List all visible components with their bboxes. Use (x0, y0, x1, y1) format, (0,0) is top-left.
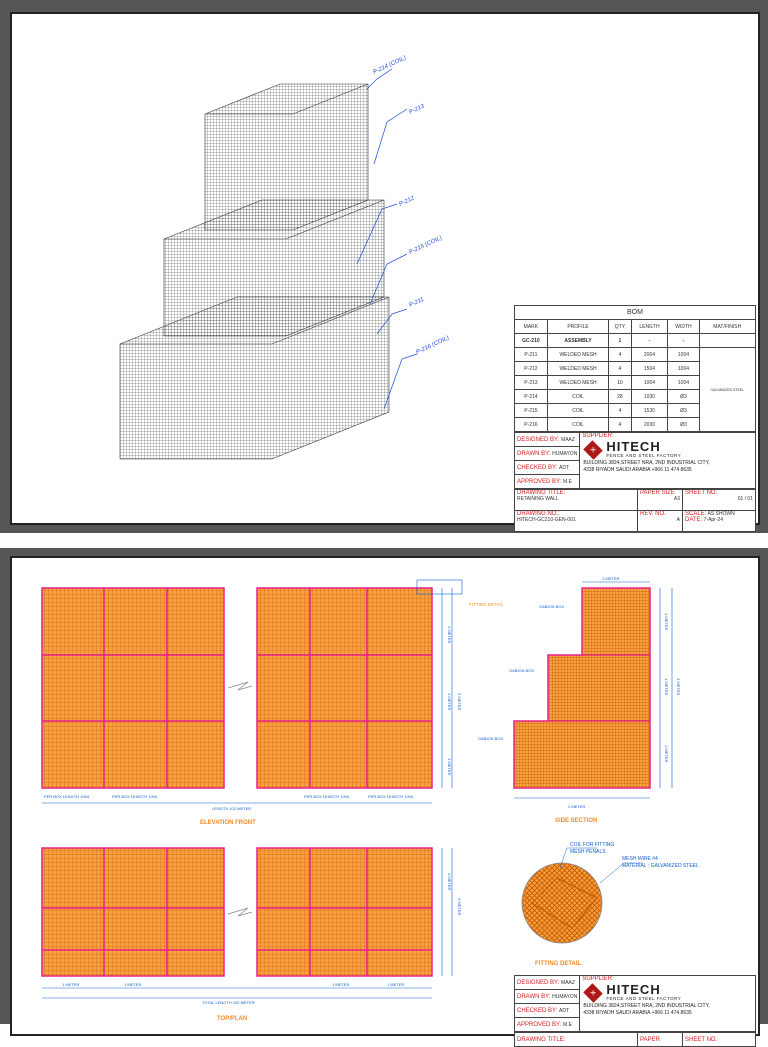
bom-header: WIDTH (668, 320, 699, 334)
bom-table: BOM MARK PROFILE QTY LENGTH WIDTH MAT/FINISH GC-210 ASSEMBLY 1 - - P-211 WELDED MESH 4 2004 1004 GALVANIZED STEEL P-212 WELDED MESH 4 1504 1004 P-213 WELDED MESH 10 1004 1004 P-214 COIL 28 1030 Ø3 P-215 COIL 4 1530 Ø3 P-216 COIL 4 2030 Ø3 DESIGNED BY: MAAZ SUPPLIER: ✕ HITECH FENCE AND STEEL FACTORY BUILDING 3824,STREET NRA, 2ND INDUSTRIAL CITY, 4338 RIYADH SAUDI ARABIA +966 11 474 8635 DRAWN BY: HUMAYON CHECKED BY: ADT APPROVED BY: M.E DRAWING TITLE: RETAINING WALL PAPER SIZE A3 SHEET NO. 01 / 01 DRAWING NO.: HITECH-GC210-GEN-001 REV. NO. A SCALE: AS SHOWN DATE: 7-Apr-24 (514, 305, 756, 532)
fitting-detail-tag: FITTING DETAIL (469, 602, 504, 607)
drawing-sheet-2 (0, 548, 768, 1043)
svg-text:GABION BOX: GABION BOX (539, 604, 565, 609)
svg-text:PER BOX LENGTH 1004: PER BOX LENGTH 1004 (112, 794, 158, 799)
svg-text:TOTAL LENGTH 102 METER: TOTAL LENGTH 102 METER (202, 1000, 255, 1005)
svg-text:GABION BOX: GABION BOX (509, 668, 535, 673)
bom-header: MAT/FINISH (699, 320, 755, 334)
svg-text:3 METER: 3 METER (676, 678, 681, 696)
svg-text:COIL FOR FITTING: COIL FOR FITTING (570, 842, 615, 848)
table-row: P-211 WELDED MESH 4 2004 1004 GALVANIZED STEEL (515, 348, 756, 362)
bom-header: QTY (609, 320, 631, 334)
svg-text:MATERIAL : GALVANIZED STEEL: MATERIAL : GALVANIZED STEEL (622, 863, 699, 869)
top-plan (42, 848, 462, 1022)
bom-title: BOM (515, 306, 756, 320)
hitech-logo-icon: ✕ (584, 440, 603, 459)
callout-p211: P-211 (408, 296, 425, 309)
bom-header: PROFILE (547, 320, 609, 334)
table-row: P-215 COIL 4 1530 Ø3 (515, 404, 756, 418)
svg-text:1 METER: 1 METER (664, 613, 669, 631)
table-row: P-212 WELDED MESH 4 1504 1004 (515, 362, 756, 376)
fitting-detail (522, 842, 699, 967)
gabion-box-top (205, 84, 368, 230)
svg-text:1 METER: 1 METER (447, 626, 452, 644)
sheet-1-frame (10, 12, 760, 525)
svg-text:3 METER: 3 METER (457, 898, 462, 916)
side-section-title: SIDE SECTION (555, 818, 598, 824)
table-row: P-214 COIL 28 1030 Ø3 (515, 390, 756, 404)
company-logo: ✕ HITECH FENCE AND STEEL FACTORY (580, 982, 755, 1003)
svg-text:1 METER: 1 METER (447, 693, 452, 711)
svg-text:2 METER: 2 METER (568, 804, 586, 809)
elevation-front-title: ELEVATION FRONT (200, 820, 256, 826)
svg-text:MESH PENALS: MESH PENALS (570, 849, 606, 855)
svg-text:PER BOX LENGTH 1004: PER BOX LENGTH 1004 (368, 794, 414, 799)
svg-text:GABION BOX: GABION BOX (478, 736, 504, 741)
svg-text:1 METER: 1 METER (447, 873, 452, 891)
title-block-2: DESIGNED BY: MAAZ SUPPLIER: ✕ HITECH FENCE AND STEEL FACTORY BUILDING 3824,STREET NRA, 2ND INDUSTRIAL CITY, 4338 RIYADH SAUDI ARABIA +966 11 474 8635 DRAWN BY: HUMAYON CHECKED BY: ADT APPROVED BY: M.E DRAWING TITLE: PAPER SHEET NO. (514, 975, 756, 1047)
svg-text:PER BOX LENGTH 1004: PER BOX LENGTH 1004 (44, 794, 90, 799)
drawing-number: HITECH-GC210-GEN-001 (517, 517, 576, 523)
svg-text:LENGTH 102 METER: LENGTH 102 METER (212, 806, 252, 811)
drawing-title: RETAINING WALL (517, 496, 559, 502)
table-row: GC-210 ASSEMBLY 1 - - (515, 334, 756, 348)
bom-header: LENGTH (631, 320, 668, 334)
table-row: P-216 COIL 4 2030 Ø3 (515, 418, 756, 432)
table-row: P-213 WELDED MESH 10 1004 1004 (515, 376, 756, 390)
callout-p216: P-216 (COIL) (415, 335, 451, 356)
top-plan-title: TOP/PLAN (217, 1016, 248, 1022)
svg-text:1 METER: 1 METER (602, 576, 620, 581)
callout-p214: P-214 (COIL) (372, 55, 408, 76)
svg-text:PER BOX LENGTH 1004: PER BOX LENGTH 1004 (304, 794, 350, 799)
title-block: DESIGNED BY: MAAZ SUPPLIER: ✕ HITECH FENCE AND STEEL FACTORY BUILDING 3824,STREET NRA, 2ND INDUSTRIAL CITY, 4338 RIYADH SAUDI ARABIA +966 11 474 8635 DRAWN BY: HUMAYON CHECKED BY: ADT APPROVED BY: M.E (514, 432, 756, 489)
bom-header: MARK (515, 320, 548, 334)
side-section (478, 576, 681, 824)
bom-finish: GALVANIZED STEEL (699, 348, 755, 432)
svg-text:3 METER: 3 METER (457, 693, 462, 711)
svg-text:1 METER: 1 METER (332, 982, 350, 987)
svg-text:1 METER: 1 METER (387, 982, 405, 987)
gabion-detail-drawings (12, 558, 758, 1034)
svg-text:MESH WIRE #4: MESH WIRE #4 (622, 856, 658, 862)
elevation-front (42, 580, 504, 826)
callout-p215: P-215 (COIL) (408, 235, 444, 256)
svg-text:1 METER: 1 METER (664, 745, 669, 763)
hitech-logo-icon: ✕ (584, 983, 603, 1002)
callout-p213: P-213 (408, 103, 426, 116)
svg-text:1 METER: 1 METER (447, 758, 452, 776)
svg-text:1 METER: 1 METER (664, 678, 669, 696)
callout-p212: P-212 (398, 195, 416, 208)
svg-text:1 METER: 1 METER (124, 982, 142, 987)
fitting-detail-title: FITTING DETAIL (535, 961, 582, 967)
company-logo: ✕ HITECH FENCE AND STEEL FACTORY (580, 439, 755, 460)
svg-text:1 METER: 1 METER (62, 982, 80, 987)
sheet-2-frame (10, 556, 760, 1043)
